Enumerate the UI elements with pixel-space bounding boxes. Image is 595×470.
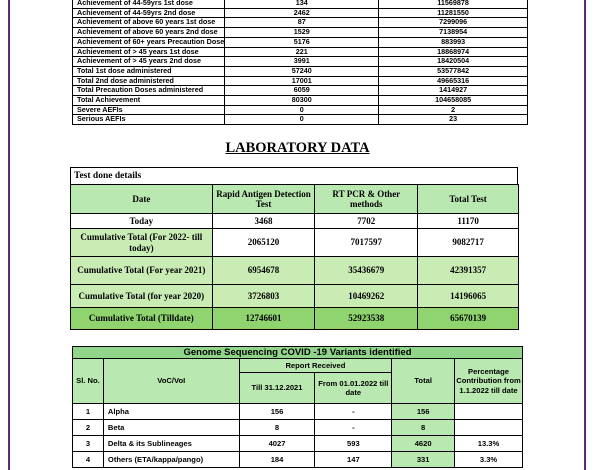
- pct-value: [455, 404, 523, 420]
- rapid-value: 3726803: [212, 285, 315, 308]
- sl-no: 4: [73, 452, 104, 468]
- rtpcr-value: 35436679: [315, 257, 418, 285]
- from-value: -: [315, 404, 392, 420]
- vaccination-label: Achievement of > 45 years 2nd dose: [73, 57, 225, 67]
- vaccination-label: Total Precaution Doses administered: [73, 86, 225, 96]
- genome-header-row: [73, 359, 523, 373]
- today-value: 17001: [225, 76, 379, 86]
- row-label: Today: [71, 214, 213, 229]
- header-till: Till 31.12.2021: [239, 373, 315, 404]
- today-value: 221: [225, 47, 379, 57]
- total-value: 8: [392, 420, 455, 436]
- today-value: 57240: [225, 66, 379, 76]
- laboratory-table: [70, 184, 519, 330]
- cumulative-value: 23: [379, 115, 528, 125]
- laboratory-caption: Test done details: [70, 167, 518, 184]
- header-total-test: Total Test: [418, 185, 519, 214]
- laboratory-row-today: [71, 214, 519, 229]
- genome-row: [73, 404, 523, 420]
- today-value: 2462: [225, 8, 379, 18]
- cumulative-value: 2: [379, 105, 528, 115]
- header-voc: VoC/VoI: [103, 359, 239, 404]
- genome-row: [73, 436, 523, 452]
- vaccination-label: Achievement of above 60 years 1st dose: [73, 18, 225, 28]
- sl-no: 1: [73, 404, 104, 420]
- page-border-left: [8, 0, 10, 470]
- cumulative-value: 883993: [379, 37, 528, 47]
- vaccination-label: Total 2nd dose administered: [73, 76, 225, 86]
- genome-row: [73, 420, 523, 436]
- rapid-value: 2065120: [212, 229, 315, 257]
- vaccination-row: [73, 37, 528, 47]
- rtpcr-value: 52923538: [315, 308, 418, 330]
- row-label: Cumulative Total (for year 2020): [71, 285, 213, 308]
- rtpcr-value: 7702: [315, 214, 418, 229]
- laboratory-row-tilldate: [71, 308, 519, 330]
- from-value: 593: [315, 436, 392, 452]
- cumulative-value: 11569878: [379, 0, 528, 8]
- variant-name: Delta & its Sublineages: [103, 436, 239, 452]
- rapid-value: 3468: [212, 214, 315, 229]
- total-value: 4620: [392, 436, 455, 452]
- rtpcr-value: 10469262: [315, 285, 418, 308]
- vaccination-row: [73, 57, 528, 67]
- pct-value: 13.3%: [455, 436, 523, 452]
- laboratory-row-2022: [71, 229, 519, 257]
- today-value: 0: [225, 105, 379, 115]
- header-sl-no: Sl. No.: [73, 359, 104, 404]
- laboratory-title: LABORATORY DATA: [225, 140, 370, 156]
- rtpcr-value: 7017597: [315, 229, 418, 257]
- vaccination-label: Total 1st dose administered: [73, 66, 225, 76]
- today-value: 5176: [225, 37, 379, 47]
- laboratory-row-2021: [71, 257, 519, 285]
- till-value: 8: [239, 420, 315, 436]
- today-value: 134: [225, 0, 379, 8]
- total-value: 14196065: [418, 285, 519, 308]
- header-rapid-antigen: Rapid Antigen Detection Test: [212, 185, 315, 214]
- total-value: 331: [392, 452, 455, 468]
- total-value: 156: [392, 404, 455, 420]
- vaccination-label: Achievement of 44-59yrs 2nd dose: [73, 8, 225, 18]
- variant-name: Alpha: [103, 404, 239, 420]
- page-border-right: [584, 0, 586, 470]
- row-label: Cumulative Total (Tilldate): [71, 308, 213, 330]
- header-from: From 01.01.2022 till date: [315, 373, 392, 404]
- vaccination-row: [73, 0, 528, 8]
- vaccination-label: Achievement of 60+ years Precaution Dose: [73, 37, 225, 47]
- till-value: 4027: [239, 436, 315, 452]
- rapid-value: 12746601: [212, 308, 315, 330]
- till-value: 184: [239, 452, 315, 468]
- genome-row: [73, 452, 523, 468]
- cumulative-value: 7138954: [379, 28, 528, 38]
- sl-no: 2: [73, 420, 104, 436]
- cumulative-value: 11281550: [379, 8, 528, 18]
- today-value: 6059: [225, 86, 379, 96]
- total-value: 42391357: [418, 257, 519, 285]
- header-report-received: Report Received: [239, 359, 392, 373]
- today-value: 87: [225, 18, 379, 28]
- genome-title-row: [73, 347, 523, 359]
- pct-value: 3.3%: [455, 452, 523, 468]
- today-value: 1529: [225, 28, 379, 38]
- row-label: Cumulative Total (For 2022- till today): [71, 229, 213, 257]
- header-date: Date: [71, 185, 213, 214]
- vaccination-row: [73, 115, 528, 125]
- cumulative-value: 104658085: [379, 96, 528, 106]
- genome-title: Genome Sequencing COVID -19 Variants identified: [73, 347, 523, 359]
- row-label: Cumulative Total (For year 2021): [71, 257, 213, 285]
- total-value: 9082717: [418, 229, 519, 257]
- vaccination-label: Achievement of above 60 years 2nd dose: [73, 28, 225, 38]
- vaccination-label: Severe AEFIs: [73, 105, 225, 115]
- rapid-value: 6954678: [212, 257, 315, 285]
- till-value: 156: [239, 404, 315, 420]
- from-value: 147: [315, 452, 392, 468]
- pct-value: [455, 420, 523, 436]
- cumulative-value: 18420504: [379, 57, 528, 67]
- total-value: 65670139: [418, 308, 519, 330]
- cumulative-value: 1414927: [379, 86, 528, 96]
- total-value: 11170: [418, 214, 519, 229]
- header-percentage: Percentage Contribution from 1.1.2022 till date: [455, 359, 523, 404]
- cumulative-value: 18868974: [379, 47, 528, 57]
- variant-name: Others (ETA/kappa/pango): [103, 452, 239, 468]
- from-value: -: [315, 420, 392, 436]
- sl-no: 3: [73, 436, 104, 452]
- today-value: 80300: [225, 96, 379, 106]
- vaccination-label: Achievement of 44-59yrs 1st dose: [73, 0, 225, 8]
- vaccination-label: Serious AEFIs: [73, 115, 225, 125]
- vaccination-row: [73, 66, 528, 76]
- vaccination-label: Total Achievement: [73, 96, 225, 106]
- vaccination-table: [72, 0, 528, 125]
- header-rtpcr: RT PCR & Other methods: [315, 185, 418, 214]
- vaccination-row: [73, 28, 528, 38]
- cumulative-value: 53577842: [379, 66, 528, 76]
- cumulative-value: 49665316: [379, 76, 528, 86]
- header-total: Total: [392, 359, 455, 404]
- today-value: 3991: [225, 57, 379, 67]
- vaccination-label: Achievement of > 45 years 1st dose: [73, 47, 225, 57]
- laboratory-header-row: [71, 185, 519, 214]
- cumulative-value: 7299096: [379, 18, 528, 28]
- laboratory-row-2020: [71, 285, 519, 308]
- vaccination-row: [73, 96, 528, 106]
- variant-name: Beta: [103, 420, 239, 436]
- today-value: 0: [225, 115, 379, 125]
- genome-sequencing-table: [72, 346, 523, 468]
